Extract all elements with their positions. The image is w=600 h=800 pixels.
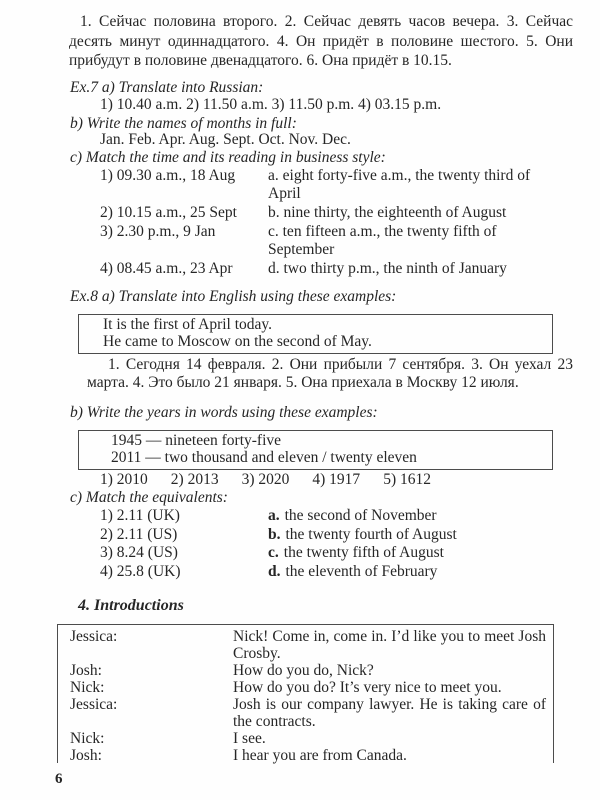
ex7-c-instruction: c) Match the time and its reading in business style: bbox=[70, 149, 386, 166]
dialogue-row bbox=[70, 628, 553, 662]
equivalent-answer bbox=[268, 563, 564, 581]
dialogue-text: How do you do, Nick? bbox=[233, 662, 374, 679]
example-sentence: He came to Moscow on the second of May. bbox=[103, 332, 372, 350]
answer-letter: a. bbox=[268, 507, 280, 524]
equivalent-row bbox=[100, 526, 564, 544]
equivalent-answer bbox=[268, 544, 564, 562]
dialogue-row bbox=[70, 679, 553, 696]
year-example: 1945 — nineteen forty-five bbox=[111, 432, 282, 449]
year-item: 3) 2020 bbox=[241, 471, 290, 488]
dialogue-text: Josh is our company lawyer. He is taking care of the contracts. bbox=[233, 696, 546, 730]
match-time: 3) 2.30 p.m., 9 Jan bbox=[100, 223, 216, 240]
dialogue-speaker: Josh: bbox=[70, 747, 102, 764]
dialogue-box bbox=[57, 624, 554, 763]
dialogue-row bbox=[70, 696, 553, 730]
equivalent-row bbox=[100, 507, 564, 525]
match-row bbox=[100, 167, 564, 203]
answer-text: the twenty fourth of August bbox=[285, 525, 457, 543]
equivalent-row bbox=[100, 563, 564, 581]
answer-letter: b. bbox=[268, 525, 281, 543]
dialogue-speaker: Jessica: bbox=[70, 628, 118, 645]
match-row bbox=[100, 223, 564, 259]
answer-letter: c. bbox=[268, 544, 279, 561]
ex8-a-instruction: Ex.8 a) Translate into English using these examples: bbox=[70, 288, 397, 305]
ex8-b-years bbox=[100, 471, 431, 489]
ex7-a-instruction: Ex.7 a) Translate into Russian: bbox=[70, 79, 264, 96]
page-number: 6 bbox=[55, 771, 63, 787]
equivalent-answer bbox=[268, 507, 564, 525]
ex7-b-items: Jan. Feb. Apr. Aug. Sept. Oct. Nov. Dec. bbox=[100, 131, 351, 148]
dialogue-speaker: Nick: bbox=[70, 730, 105, 747]
ex7-b-instruction: b) Write the names of months in full: bbox=[70, 115, 297, 132]
section-heading: 4. Introductions bbox=[78, 597, 184, 614]
equivalent-answer bbox=[268, 526, 564, 544]
example-sentence: It is the first of April today. bbox=[103, 316, 273, 333]
answer-text: the second of November bbox=[284, 507, 437, 524]
year-example: 2011 — two thousand and eleven / twenty eleven bbox=[111, 448, 417, 466]
year-item: 5) 1612 bbox=[383, 471, 431, 488]
match-row bbox=[100, 204, 564, 222]
match-reading: a. eight forty-five a.m., the twenty third of April bbox=[268, 167, 531, 202]
match-reading: c. ten fifteen a.m., the twenty fifth of September bbox=[268, 223, 497, 258]
match-time: 1) 09.30 a.m., 18 Aug bbox=[100, 167, 236, 184]
year-item: 1) 2010 bbox=[100, 471, 148, 488]
ex8-equivalents-table bbox=[100, 507, 564, 581]
intro-paragraph: 1. Сейчас половина второго. 2. Сейчас девять часов вечера. 3. Сейчас десять минут одиннадцатого. 4. Он придёт в половине шестого. 5. Они прибудут в половине двенадцатого. 6. Она придёт в 10.15. bbox=[69, 13, 573, 69]
answer-text: the eleventh of February bbox=[285, 562, 438, 580]
dialogue-row bbox=[70, 662, 553, 679]
answer-text: the twenty fifth of August bbox=[283, 544, 444, 561]
equivalent-date: 1) 2.11 (UK) bbox=[100, 507, 180, 524]
dialogue-speaker: Nick: bbox=[70, 679, 105, 696]
dialogue-speaker: Josh: bbox=[70, 662, 102, 679]
dialogue-row bbox=[70, 747, 553, 764]
match-time: 2) 10.15 a.m., 25 Sept bbox=[100, 204, 237, 221]
ex8-b-instruction: b) Write the years in words using these examples: bbox=[70, 404, 378, 421]
ex7-match-table bbox=[100, 167, 564, 279]
dialogue-speaker: Jessica: bbox=[70, 696, 118, 713]
match-reading: b. nine thirty, the eighteenth of August bbox=[268, 204, 507, 221]
ex7-a-items: 1) 10.40 a.m. 2) 11.50 a.m. 3) 11.50 p.m. 4) 03.15 p.m. bbox=[100, 96, 442, 113]
equivalent-date: 3) 8.24 (US) bbox=[100, 544, 178, 561]
match-time: 4) 08.45 a.m., 23 Apr bbox=[100, 260, 233, 277]
dialogue-text: How do you do? It’s very nice to meet you. bbox=[233, 679, 502, 696]
match-row bbox=[100, 260, 564, 278]
equivalent-date: 2) 2.11 (US) bbox=[100, 525, 178, 543]
ex8-a-sentences: 1. Сегодня 14 февраля. 2. Они прибыли 7 сентября. 3. Он уехал 23 марта. 4. Это было 21 января. 5. Она приехала в Москву 12 июля. bbox=[87, 356, 573, 391]
year-item: 4) 1917 bbox=[312, 471, 361, 488]
ex8-example-box bbox=[78, 314, 553, 354]
ex8-c-instruction: c) Match the equivalents: bbox=[70, 489, 228, 506]
equivalent-date: 4) 25.8 (UK) bbox=[100, 562, 181, 580]
dialogue-row bbox=[70, 730, 553, 747]
ex8-years-box bbox=[78, 430, 553, 470]
dialogue-text: Nick! Come in, come in. I’d like you to meet Josh Crosby. bbox=[233, 628, 546, 662]
dialogue-text: I see. bbox=[233, 730, 266, 747]
dialogue-text: I hear you are from Canada. bbox=[233, 747, 407, 764]
match-reading: d. two thirty p.m., the ninth of January bbox=[268, 260, 507, 277]
answer-letter: d. bbox=[268, 562, 281, 580]
equivalent-row bbox=[100, 544, 564, 562]
year-item: 2) 2013 bbox=[170, 471, 219, 488]
